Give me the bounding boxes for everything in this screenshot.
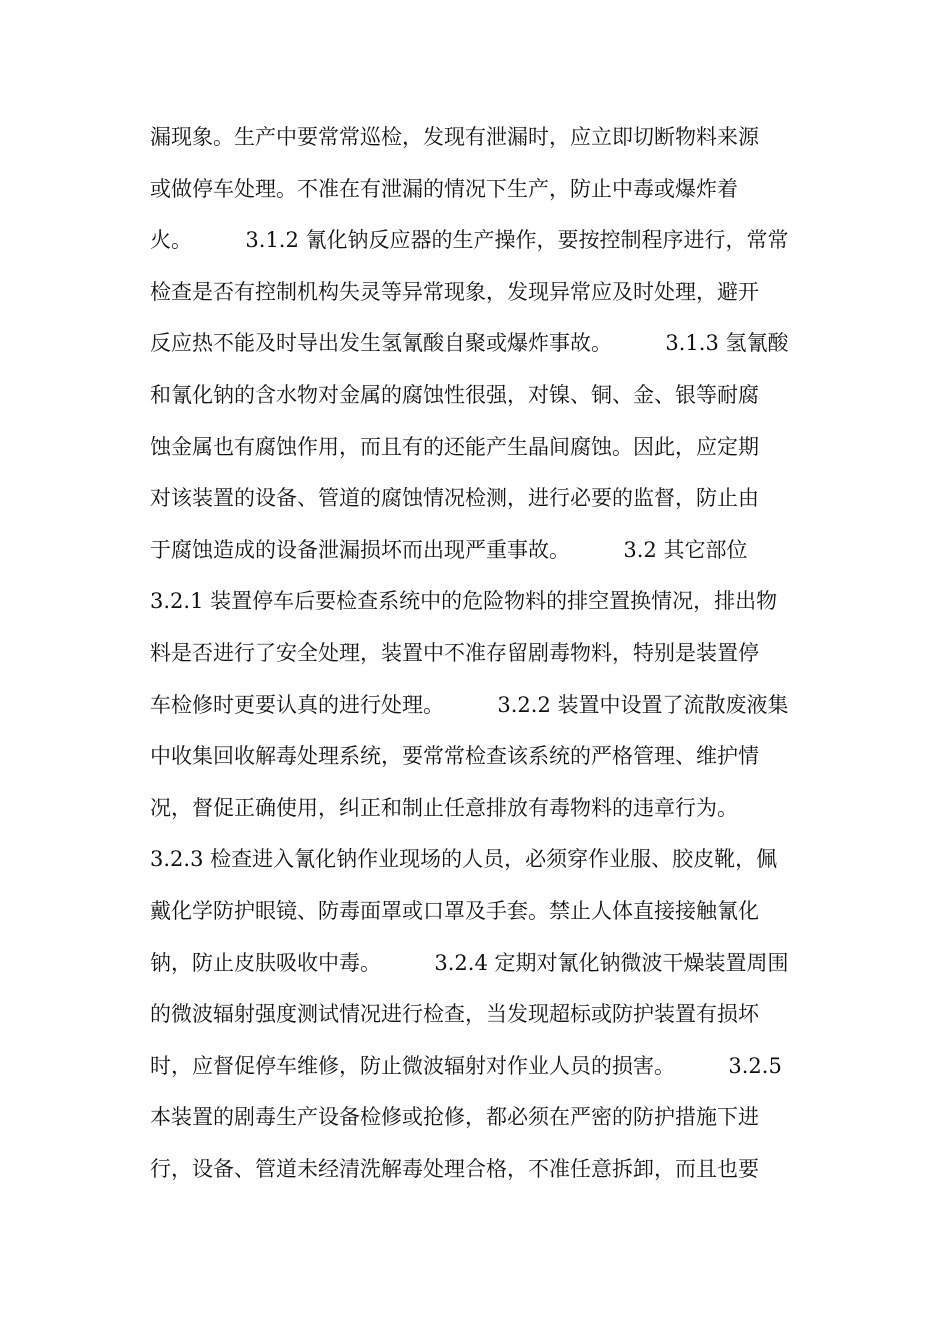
text-line: 料是否进行了安全处理，装置中不准存留剧毒物料，特别是装置停: [150, 640, 759, 665]
text-line: 或做停车处理。不准在有泄漏的情况下生产，防止中毒或爆炸着: [150, 176, 738, 201]
text-line: 况，督促正确使用，纠正和制止任意排放有毒物料的违章行为。: [150, 795, 738, 820]
text-line: 时，应督促停车维修，防止微波辐射对作业人员的损害。 3.2.5: [150, 1053, 782, 1078]
text-line: 本装置的剧毒生产设备检修或抢修，都必须在严密的防护措施下进: [150, 1105, 759, 1130]
body-text: [150, 112, 810, 1195]
text-line: 蚀金属也有腐蚀作用，而且有的还能产生晶间腐蚀。因此，应定期: [150, 434, 759, 459]
text-line: 行，设备、管道未经清洗解毒处理合格，不准任意拆卸，而且也要: [150, 1156, 759, 1181]
text-line: 漏现象。生产中要常常巡检，发现有泄漏时，应立即切断物料来源: [150, 125, 759, 149]
text-line: 火。 3.1.2 氰化钠反应器的生产操作，要按控制程序进行，常常: [150, 228, 789, 253]
text-line: 中收集回收解毒处理系统，要常常检查该系统的严格管理、维护情: [150, 744, 759, 769]
text-line: 戴化学防护眼镜、防毒面罩或口罩及手套。禁止人体直接接触氰化: [150, 898, 759, 923]
text-line: 3.2.1 装置停车后要检查系统中的危险物料的排空置换情况，排出物: [150, 589, 778, 614]
text-line: 对该装置的设备、管道的腐蚀情况检测，进行必要的监督，防止由: [150, 486, 759, 511]
text-line: 反应热不能及时导出发生氢氰酸自聚或爆炸事故。 3.1.3 氢氰酸: [150, 331, 789, 356]
text-line: 和氰化钠的含水物对金属的腐蚀性很强，对镍、铜、金、银等耐腐: [150, 382, 759, 407]
text-line: 的微波辐射强度测试情况进行检查，当发现超标或防护装置有损坏: [150, 1002, 759, 1027]
text-line: 钠，防止皮肤吸收中毒。 3.2.4 定期对氰化钠微波干燥装置周围: [150, 950, 789, 975]
text-line: 检查是否有控制机构失灵等异常现象，发现异常应及时处理，避开: [150, 279, 759, 304]
text-line: 车检修时更要认真的进行处理。 3.2.2 装置中设置了流散废液集: [150, 692, 789, 717]
text-line: 于腐蚀造成的设备泄漏损坏而出现严重事故。 3.2 其它部位: [150, 537, 748, 562]
text-line: 3.2.3 检查进入氰化钠作业现场的人员，必须穿作业服、胶皮靴，佩: [150, 847, 778, 872]
